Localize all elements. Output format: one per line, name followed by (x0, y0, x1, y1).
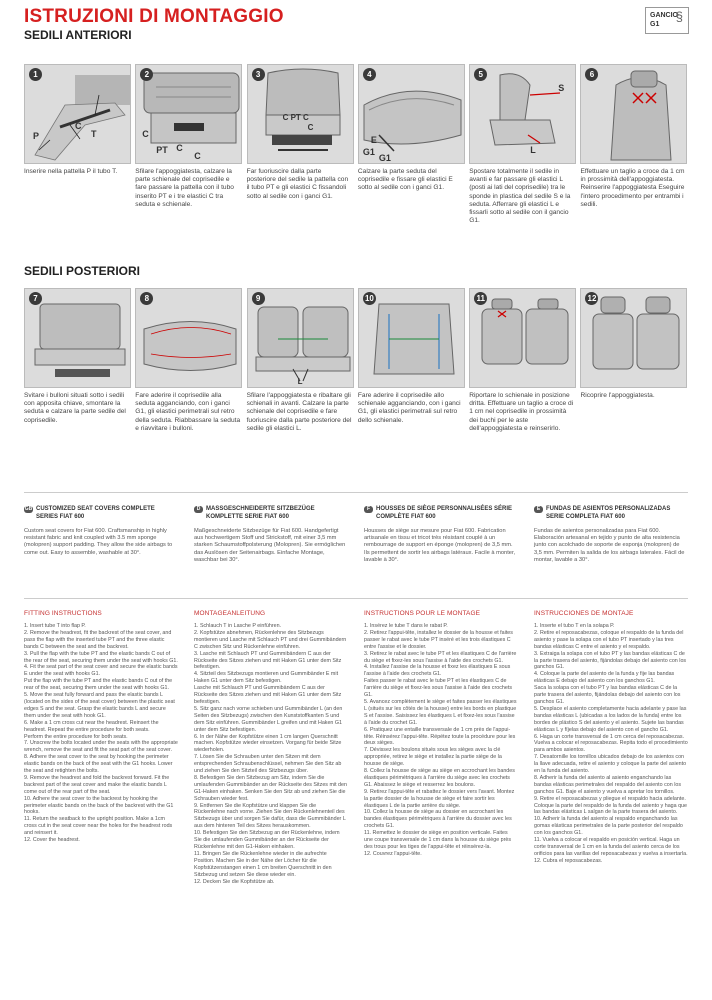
divider (24, 598, 688, 599)
instruction-line: 10. Adherir la funda del asiento al respaldo enganchando las gomas elásticas perimetrales de la parte posterior del respaldo con los ganchos G1. (534, 816, 683, 837)
instruction-line: 11. Vuelva a colocar el respaldo en posición vertical. Haga un corte transversal de 1 cm en la funda del asiento cerca de los orificios para las varillas del reposacabezas y vuelva a insertarla. (534, 837, 688, 857)
step-caption: Riportare lo schienale in posizione dritta. Effettuare un taglio a croce di 1 cm nel coprisedile in prossimità dei buchi per le aste dell'appoggiatesta e reinserirlo. (469, 392, 574, 432)
instruction-line: 9. Retire el reposacabezas y pliegue el respaldo hacia adelante. Coloque la parte del respaldo de la funda del asiento y haga que las bandas elásticas L salgan de la parte trasera del asiento. (534, 795, 688, 816)
instruction-line: 6. In der Nähe der Kopfstütze einen 1 cm langen Querschnitt machen. Kopfstütze wieder einsetzen. Vorgang für beide Sitze wiederholen. (194, 733, 342, 754)
product-title: HOUSSES DE SIÈGE PERSONNALISÉES SÉRIE COMPLÈTE FIAT 600 (376, 506, 513, 520)
instruction-line: 6. Pratiquez une entaille transversale de 1 cm près de l'appui-tête. Réinsérez l'appui-tête. Répétez toute la procédure pour les deux sièges. (364, 726, 516, 747)
instructions-title: INSTRUCCIONES DE MONTAJE (534, 610, 634, 617)
instruction-line: 2. Remove the headrest, fit the backrest of the seat cover, and pass the flap with the inserted tube PT and the three elastic bands C between the seat and the backrest. (24, 629, 172, 650)
step-number: 12 (585, 292, 598, 305)
instruction-line: Put the flap with the tube PT and the elastic bands C out of the rear of the seat, securing them under the seat with hooks G1. (24, 678, 173, 692)
instruction-line: 12. Cubra el reposacabezas. (534, 857, 603, 864)
label-l: L (530, 145, 536, 155)
step-1 (24, 64, 131, 225)
step-caption: Calzare la parte seduta del coprisedile e fissare gli elastici E sotto al sedile con i ganci G1. (357, 168, 453, 192)
step-9-illustration (247, 288, 354, 388)
step-5 (469, 64, 576, 225)
step-number: 7 (29, 292, 42, 305)
instructions-es (534, 610, 688, 885)
instruction-line: 8. Adhere the seat cover to the seat by hooking the perimeter elastic bands on the back of the seat with the G1 hooks. Lower the seat and retighten the bolts. (24, 754, 173, 775)
page-title: ISTRUZIONI DI MONTAGGIO (24, 6, 284, 27)
instruction-line: 1. Insert tube T into flap P. (24, 623, 86, 629)
label-c3: C (194, 151, 201, 161)
rear-steps-row (24, 288, 688, 433)
label-c: C (75, 121, 82, 131)
instructions-title: INSTRUCTIONS POUR LE MONTAGE (364, 610, 481, 617)
intro-en (24, 506, 178, 564)
instruction-list (534, 623, 688, 865)
instruction-line: 11. Return the seatback to the upright position. Make a 1cm cross cut in the seat cover near the holes for the headrest rods and reinsert it. (24, 816, 173, 837)
instruction-line: 12. Couvrez l'appui-tête. (364, 850, 422, 857)
instruction-line: 12. Decken Sie die Kopfstütze ab. (194, 878, 275, 885)
step-number: 2 (140, 68, 153, 81)
instruction-line: 10. Befestigen Sie den Sitzbezug an der Rückenlehne, indem Sie die umlaufenden Gummibänder an der Rückseite der Rückenlehne mit den G1-Haken einhaken. (194, 830, 340, 850)
instruction-line: Saca la solapa con el tubo PT y las bandas elásticas C de la parte trasera del asiento, fijándolas debajo del asiento con los ganchos G1. (534, 685, 681, 705)
step-7 (24, 288, 131, 433)
product-intro: Housses de siège sur mesure pour Fiat 600. Fabrication artisanale en tissu et tricot très résistant couplé à un rembourrage de support en éponge (molopren) de 3,5 mm. Ils permettent de sortir les airbags latéraux. Facile à monter, lavable à 30°. (364, 528, 516, 563)
step-1-illustration (24, 64, 131, 164)
rear-headrest-illustration (581, 289, 687, 388)
label-pt: PT (156, 145, 168, 155)
step-2 (135, 64, 242, 225)
instruction-line: 8. Collez la housse de siège au siège en accrochant les bandes élastiques périmétriques à l'arrière du siège avec les crochets G1. Abaissez le siège et resserrez les boulons. (364, 768, 515, 788)
step-8 (135, 288, 242, 433)
step-caption: Fare aderire il coprisedile allo schienale agganciando, con i ganci G1, gli elastici perimetrali sul retro dello schienale. (357, 392, 461, 424)
step-number: 10 (363, 292, 376, 305)
flag-icon: F (364, 506, 373, 513)
step-10-illustration (358, 288, 465, 388)
step-caption: Sfilare l'appoggiatesta, calzare la parte schienale del coprisedile e fare passare la pattella con il tubo inserito PT e i tre elastici C tra seduta e schienale. (135, 168, 234, 208)
label-s: S (558, 83, 565, 93)
flag-icon: D (194, 506, 203, 513)
label-c: C (307, 123, 314, 132)
product-intro: Custom seat covers for Fiat 600. Craftsmanship in highly resistant fabric and knit coupled with 3.5 mm sponge (molopren) support padding. They allow the side airbags to come out. Easy to assemble, washable at 30°. (24, 528, 173, 556)
rear-cushion-illustration (136, 289, 242, 388)
step-number: 11 (474, 292, 487, 305)
instruction-line: 3. Lasche mit Schlauch PT und Gummibändern C aus der Rückseite des Sitzes ziehen und mit Haken G1 unter dem Sitz befestigen. (194, 650, 342, 671)
instruction-line: 12. Cover the headrest. (24, 837, 80, 844)
step-3-illustration (247, 64, 354, 164)
instruction-line: 9. Remove the headrest and fold the backrest forward. Fit the backrest part of the seat cover and make the elastic bands L come out of the rear part of the seat. (24, 774, 170, 795)
label-g1b: G1 (378, 153, 391, 163)
step-number: 9 (252, 292, 265, 305)
front-seats-heading: SEDILI ANTERIORI (24, 28, 132, 42)
rear-upright-illustration (470, 289, 576, 388)
instruction-line: 1. Insérez le tube T dans le rabat P. (364, 623, 448, 629)
instruction-line: 2. Retire el reposacabezas, coloque el respaldo de la funda del asiento y pase la solapa con el tubo PT insertado y las tres bandas elásticas C entre el asiento y el respaldo. (534, 629, 684, 650)
hook-icon: § (675, 9, 683, 24)
step-caption: Inserire nella pattella P il tubo T. (24, 168, 118, 175)
step-7-illustration (24, 288, 131, 388)
flag-icon: E (534, 506, 543, 513)
label-t: T (91, 129, 97, 139)
step-2-illustration (135, 64, 242, 164)
flag-icon: GB (24, 506, 33, 512)
instruction-line: 4. Fit the seat part of the seat cover and secure the elastic bands E under the seat with hooks G1. (24, 664, 178, 678)
step-caption: Svitare i bulloni situati sotto i sedili con apposita chiave, smontare la seduta e calzare la parte sedile del coprisedile. (24, 392, 126, 424)
instruction-line: 2. Retirez l'appui-tête, installez le dossier de la housse et faites passer le rabat avec le tube PT inséré et les trois élastiques C entre l'assise et le dossier. (364, 629, 513, 650)
step-11-illustration (469, 288, 576, 388)
product-intro: Fundas de asientos personalizadas para Fiat 600. Elaboración artesanal en tejido y punto de alta resistencia junto con acolchado de soporte de esponja (molopren) de 3,5 mm. Permiten la salida de los airbags laterales. Fácil de montar, lavable a 30°. (534, 528, 685, 563)
instruction-line: 11. Remettez le dossier de siège en position verticale. Faites une coupe transversale de 1 cm dans la housse du siège près des trous pour les tiges de l'appui-tête et réinsérez-la. (364, 830, 512, 850)
step-number: 4 (363, 68, 376, 81)
seat-flap-illustration (25, 65, 131, 164)
front-steps-row (24, 64, 688, 225)
instruction-line: 6. Make a 1 cm cross cut near the headrest. Reinsert the headrest. Repeat the entire procedure for both seats. (24, 719, 159, 733)
seat-side-illustration (470, 65, 576, 164)
step-caption: Fare aderire il coprisedile alla seduta agganciando, con i ganci G1, gli elastici perimetrali sul retro della seduta. Riabbassare la seduta e riavvitare i bulloni. (135, 392, 241, 432)
rear-backrest-fold-illustration (248, 289, 354, 388)
step-number: 8 (140, 292, 153, 305)
instruction-line: 5. Avancez complètement le siège et faites passer les élastiques L (situés sur les côtés de la housse) entre les bords en plastique S et l'assise. Saisissez les élastiques L et fixez-les sous l'assise à l'aide du crochet G1. (364, 698, 517, 726)
hook-badge (645, 7, 689, 34)
step-5-illustration (469, 64, 576, 164)
seat-backrest-illustration (136, 65, 242, 164)
label-c1: C (142, 129, 149, 139)
instruction-columns (24, 610, 688, 885)
instruction-line: 8. Befestigen Sie den Sitzbezug am Sitz, indem Sie die umlaufenden Gummibänder an der Rückseite des Sitzes mit den G1-Haken einhaken. Senken Sie den Sitz ab und ziehen Sie die Schrauben wieder fest. (194, 774, 347, 802)
instruction-line: 2. Kopfstütze abnehmen, Rückenlehne des Sitzbezugs montieren und Lasche mit Schlauch PT und drei Gummibändern C zwischen Sitz und Rückenlehne einführen. (194, 629, 347, 650)
instruction-list (24, 623, 178, 844)
instruction-line: 7. Lösen Sie die Schrauben unter den Sitzen mit dem entsprechenden Schraubenschlüssel, nehmen Sie den Sitz ab und ziehen Sie den Sitzteil des Sitzbezugs über. (194, 754, 342, 775)
step-caption: Far fuoriuscire dalla parte posteriore del sedile la pattella con il tubo PT e gli elastici C fissandoli sotto al sedile con i ganci G1. (246, 168, 349, 200)
instruction-line: 11. Bringen Sie die Rückenlehne wieder in die aufrechte Position. Machen Sie in der Nähe der Löcher für die Kopfstützenstangen einen 1 cm breiten Querschnitt in den Sitzbezug und setzen Sie diese wieder ein. (194, 850, 332, 878)
step-11 (469, 288, 576, 433)
instruction-line: 9. Retirez l'appui-tête et rabattez le dossier vers l'avant. Montez la partie dossier de la housse de siège et faire sortir les élastiques L de la partie arrière du siège. (364, 788, 515, 809)
instruction-line: 4. Installez l'assise de la housse et fixez les élastiques E sous l'assise à l'aide des crochets G1. (364, 664, 511, 678)
step-6-illustration (580, 64, 687, 164)
hook-badge-line1: GANCIO (650, 12, 678, 19)
step-caption: Sfilare l'appoggiatesta e ribaltare gli schienali in avanti. Calzare la parte schienale del coprisedile e fare fuoriuscire dalla parte posteriore del sedile gli elastici L. (246, 392, 352, 432)
instructions-de (194, 610, 348, 885)
instruction-line: 7. Unscrew the bolts located under the seats with the appropriate wrench, remove the seat and fit the seat part of the seat cover. (24, 740, 178, 754)
instructions-fr (364, 610, 518, 885)
language-intros (24, 506, 688, 564)
step-12-illustration (580, 288, 687, 388)
headrest-cut-illustration (581, 65, 687, 164)
instruction-line: 5. Move the seat fully forward and pass the elastic bands L (located on the sides of the seat cover) between the plastic seat edges S and the seat. Grasp the elastic bands L and secure them under the seat with hook G1. (24, 692, 175, 719)
instruction-line: 5. Sitz ganz nach vorne schieben und Gummibänder L (an den Seiten des Sitzbezugs) zwischen den Kunststoffkanten S und dem Sitz einführen. Gummibänder L greifen und mit Haken G1 unter dem Sitz befestigen. (194, 705, 343, 733)
instruction-line: 3. Pull the flap with the tube PT and the elastic bands C out of the rear of the seat, securing them under the seat with hooks G1. (24, 650, 178, 664)
instruction-line: 3. Extraiga la solapa con el tubo PT y las bandas elásticas C de la parte trasera del asiento, fijándolas debajo del asiento con los ganchos G1. (534, 650, 687, 671)
instruction-line: Lasche mit Schlauch PT und Gummibändern C aus der Rückseite des Sitzes ziehen und mit Haken G1 unter dem Sitz befestigen. (194, 685, 342, 705)
instruction-line: 3. Retirez le rabat avec le tube PT et les élastiques C de l'arrière du siège et fixez-les sous l'assise à l'aide des crochets G1. (364, 650, 517, 664)
instruction-line: 1. Schlauch T in Lasche P einführen. (194, 623, 282, 629)
step-number: 3 (252, 68, 265, 81)
product-intro: Maßgeschneiderte Sitzbezüge für Fiat 600. Handgefertigt aus hochwertigem Stoff und Strickstoff, mit einer 3,5 mm starken Schaumstoffpolsterung (Molopren). Sie ermöglichen das Auslösen der Seitenairbags. Einfache Montage, waschbar bei 30°. (194, 528, 346, 563)
instructions-title: MONTAGEANLEITUNG (194, 610, 266, 617)
instruction-line: 7. Desatornille los tornillos ubicados debajo de los asientos con la llave adecuada, retire el asiento y coloque la parte del asiento en la funda del asiento. (534, 754, 687, 775)
instruction-line: 8. Adherir la funda del asiento al asiento enganchando las bandas elásticas perimetrales del respaldo del asiento con los ganchos G1. Baje el asiento y vuelva a apretar los tornillos. (534, 774, 682, 795)
instruction-line: Faites passer le rabat avec le tube PT et les élastiques C de l'arrière du siège et fixez-les sous l'assise à l'aide des crochets G1. (364, 678, 513, 699)
step-number: 1 (29, 68, 42, 81)
product-title: MASSGESCHNEIDERTE SITZBEZÜGE KOMPLETTE SERIE FIAT 600 (206, 506, 315, 520)
step-caption: Effettuare un taglio a croce da 1 cm in prossimità dell'appoggiatesta. Reinserire l'appoggiatesta Eseguire l'intero procedimento per entrambi i sedili. (580, 168, 685, 208)
label-l: L (297, 377, 303, 386)
instruction-line: 4. Coloque la parte del asiento de la funda y fije las bandas elásticas E debajo del asiento con los ganchos G1. (534, 671, 675, 685)
intro-fr (364, 506, 518, 564)
instruction-line: 6. Haga un corte transversal de 1 cm cerca del reposacabezas. Vuelva a colocar el reposacabezas. Repita todo el procedimiento para ambos asientos. (534, 733, 688, 754)
hook-badge-line2: G1 (650, 21, 660, 28)
step-caption: Spostare totalmente il sedile in avanti e far passare gli elastici L (posti ai lati del coprisedile) tra le sponde in plastica del sedile S e la seduta. Afferrare gli elastici L e fissarli sotto al sedile con il gancio G1. (469, 168, 571, 225)
product-title: FUNDAS DE ASIENTOS PERSONALIZADAS SERIE COMPLETA FIAT 600 (546, 506, 671, 520)
label-c2: C (176, 143, 183, 153)
label-p: P (33, 131, 40, 141)
step-6 (580, 64, 687, 225)
step-10 (358, 288, 465, 433)
instruction-list (364, 623, 518, 858)
step-4 (358, 64, 465, 225)
rear-seats-heading: SEDILI POSTERIORI (24, 264, 141, 278)
instructions-title: FITTING INSTRUCTIONS (24, 610, 102, 617)
rear-backrest-hooks-illustration (359, 289, 465, 388)
label-e: E (370, 135, 377, 145)
instruction-list (194, 623, 348, 885)
instruction-line: 10. Collez la housse de siège au dossier en accrochant les bandes élastiques périmétriques à l'arrière du dossier avec les crochets G1. (364, 809, 512, 830)
instruction-line: 7. Dévissez les boulons situés sous les sièges avec la clé appropriée, retirez le siège et installez la partie siège de la housse de siège. (364, 747, 502, 768)
step-4-illustration (358, 64, 465, 164)
step-12 (580, 288, 687, 433)
step-caption: Ricoprire l'appoggiatesta. (580, 392, 655, 399)
intro-de (194, 506, 348, 564)
step-9 (247, 288, 354, 433)
step-number: 6 (585, 68, 598, 81)
divider (24, 492, 688, 493)
label-cptc: C PT C (282, 113, 309, 122)
instruction-line: 4. Sitzteil des Sitzbezugs montieren und Gummibänder E mit Haken G1 unter dem Sitz befestigen. (194, 671, 339, 685)
instruction-line: Perform the entire procedure for both seats. (24, 733, 128, 740)
product-title: CUSTOMIZED SEAT COVERS COMPLETE SERIES FIAT 600 (36, 506, 155, 520)
instruction-line: 5. Desplace el asiento completamente hacia adelante y pase las bandas elásticas L (ubicadas a los lados de la funda) entre los bordes de plástico S del asiento y el asiento. Sujete las bandas elásticas L y fíjelas debajo del asiento con el gancho G1. (534, 705, 687, 733)
step-number: 5 (474, 68, 487, 81)
instruction-line: 10. Adhere the seat cover to the backrest by hooking the perimeter elastic bands on the back of the backrest with the G1 hooks. (24, 795, 174, 816)
instruction-line: 9. Entfernen Sie die Kopfstütze und klappen Sie die Rückenlehne nach vorne. Ziehen Sie den Rückenlehnenteil des Sitzbezugs über und sorgen Sie dafür, dass die Gummibänder L aus dem hinteren Teil des Sitzes herauskommen. (194, 802, 346, 830)
label-g1a: G1 (362, 147, 375, 157)
instructions-en (24, 610, 178, 885)
rear-bench-illustration (25, 289, 131, 388)
step-3 (247, 64, 354, 225)
intro-es (534, 506, 688, 564)
step-8-illustration (135, 288, 242, 388)
instruction-line: 1. Inserte el tubo T en la solapa P. (534, 623, 615, 629)
